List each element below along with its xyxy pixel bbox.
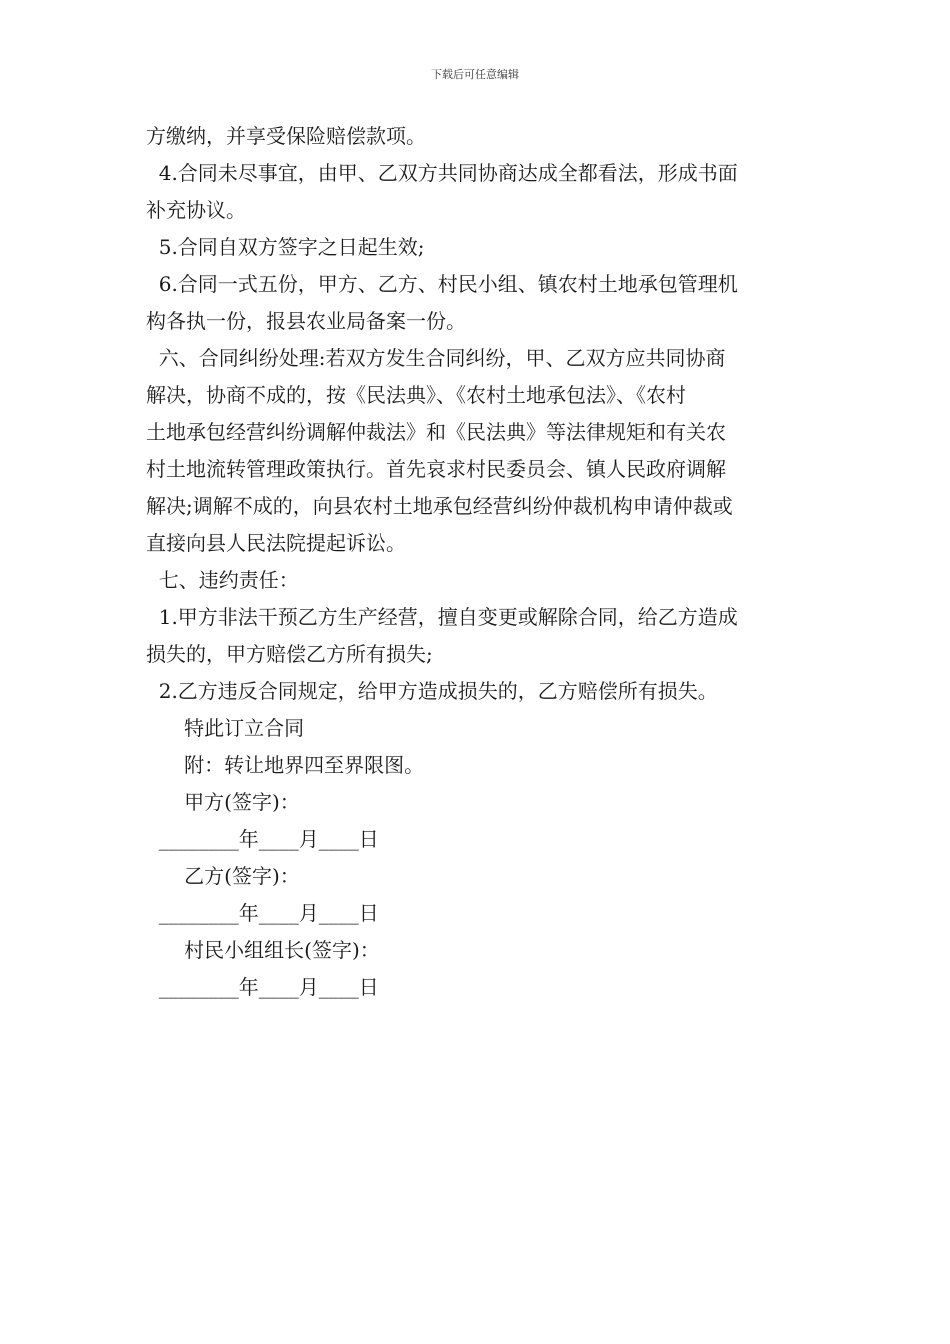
- text-line: 4.合同未尽事宜，由甲、乙双方共同协商达成全都看法，形成书面: [146, 161, 738, 185]
- text-line: 5.合同自双方签字之日起生效;: [146, 235, 425, 259]
- text-line: 七、违约责任：: [146, 568, 299, 592]
- text-line: 解决，协商不成的，按《民法典》、《农村土地承包法》、《农村: [146, 383, 686, 407]
- signature-label-party-a: 甲方(签字)：: [146, 790, 300, 814]
- text-line: 解决;调解不成的，向县农村土地承包经营纠纷仲裁机构申请仲裁或: [146, 494, 733, 518]
- text-line: 6.合同一式五份，甲方、乙方、村民小组、镇农村土地承包管理机: [146, 272, 738, 296]
- text-line: 方缴纳，并享受保险赔偿款项。: [146, 124, 426, 148]
- date-line-village-leader: ________年____月____日: [146, 975, 379, 999]
- text-line: 构各执一份，报县农业局备案一份。: [146, 309, 466, 333]
- text-line: 土地承包经营纠纷调解仲裁法》和《民法典》等法律规矩和有关农: [146, 420, 726, 444]
- signature-label-party-b: 乙方(签字)：: [146, 864, 300, 888]
- text-line: 损失的，甲方赔偿乙方所有损失;: [146, 642, 433, 666]
- date-line-party-a: ________年____月____日: [146, 827, 379, 851]
- text-line: 特此订立合同: [146, 716, 305, 740]
- text-line: 直接向县人民法院提起诉讼。: [146, 531, 406, 555]
- date-line-party-b: ________年____月____日: [146, 901, 379, 925]
- text-line: 村土地流转管理政策执行。首先哀求村民委员会、镇人民政府调解: [146, 457, 726, 481]
- page-header: 下载后可任意编辑: [431, 68, 519, 81]
- text-line: 2.乙方违反合同规定，给甲方造成损失的，乙方赔偿所有损失。: [146, 679, 718, 703]
- text-line: 补充协议。: [146, 198, 246, 222]
- text-line: 1.甲方非法干预乙方生产经营，擅自变更或解除合同，给乙方造成: [146, 605, 738, 629]
- text-line: 六、合同纠纷处理:若双方发生合同纠纷，甲、乙双方应共同协商: [146, 346, 726, 370]
- document-body: [146, 118, 810, 1006]
- text-line: 附：转让地界四至界限图。: [146, 753, 425, 777]
- signature-label-village-leader: 村民小组组长(签字)：: [146, 938, 380, 962]
